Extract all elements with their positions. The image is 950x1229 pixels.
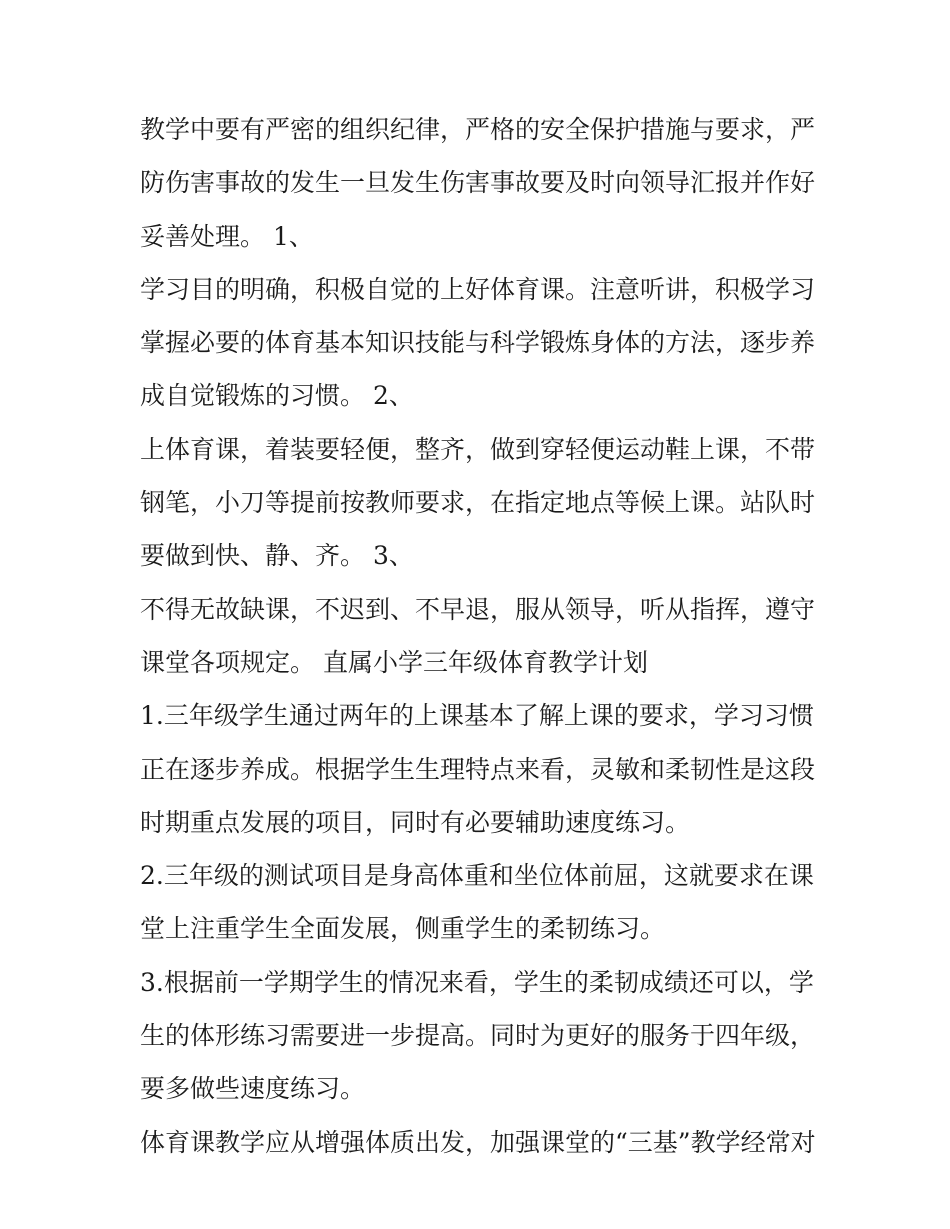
text-line: 生的体形练习需要进一步提高。同时为更好的服务于四年级， — [140, 1021, 816, 1051]
text-line: 要多做些速度练习。 — [140, 1074, 366, 1104]
text-line: 1.三年级学生通过两年的上课基本了解上课的要求，学习习惯 — [140, 701, 814, 731]
text-line: 学习目的明确，积极自觉的上好体育课。注意听讲，积极学习 — [140, 274, 816, 304]
text-line: 不得无故缺课，不迟到、不早退，服从领导，听从指挥，遵守 — [140, 594, 816, 624]
text-line: 防伤害事故的发生一旦发生伤害事故要及时向领导汇报并作好 — [140, 168, 816, 198]
text-line: 妥善处理。 1、 — [140, 221, 314, 251]
text-line: 堂上注重学生全面发展，侧重学生的柔韧练习。 — [140, 914, 666, 944]
text-line: 课堂各项规定。 直属小学三年级体育教学计划 — [140, 647, 648, 677]
text-line: 体育课教学应从增强体质出发，加强课堂的“三基”教学经常对 — [140, 1127, 816, 1157]
text-line: 正在逐步养成。根据学生生理特点来看，灵敏和柔韧性是这段 — [140, 754, 816, 784]
text-line: 时期重点发展的项目，同时有必要辅助速度练习。 — [140, 807, 691, 837]
text-line: 教学中要有严密的组织纪律，严格的安全保护措施与要求，严 — [140, 115, 816, 144]
text-line: 3.根据前一学期学生的情况来看，学生的柔韧成绩还可以，学 — [140, 967, 814, 997]
body-text — [140, 103, 820, 1169]
text-line: 要做到快、静、齐。 3、 — [140, 541, 414, 571]
text-line: 钢笔，小刀等提前按教师要求，在指定地点等候上课。站队时 — [140, 488, 816, 518]
text-line: 成自觉锻炼的习惯。 2、 — [140, 381, 414, 411]
text-line: 上体育课，着装要轻便，整齐，做到穿轻便运动鞋上课，不带 — [140, 434, 816, 464]
text-line: 掌握必要的体育基本知识技能与科学锻炼身体的方法，逐步养 — [140, 328, 816, 358]
text-line: 2.三年级的测试项目是身高体重和坐位体前屈，这就要求在课 — [140, 861, 814, 891]
